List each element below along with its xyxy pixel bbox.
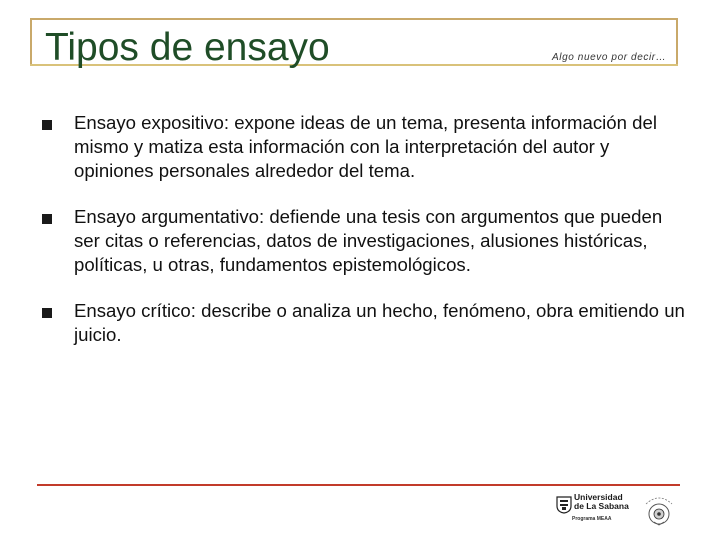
- bullet-item: [40, 111, 690, 183]
- square-bullet-icon: [42, 120, 52, 130]
- bullet-text: Ensayo crítico: describe o analiza un hecho, fenómeno, obra emitiendo un juicio.: [74, 300, 685, 345]
- square-bullet-icon: [42, 308, 52, 318]
- seal-emblem-icon: [640, 492, 678, 528]
- slide-subtitle: Algo nuevo por decir…: [552, 52, 667, 63]
- university-emblem-icon: [556, 496, 572, 514]
- bullet-item: [40, 299, 690, 347]
- title-frame-left: [30, 18, 32, 66]
- title-frame-right: [676, 18, 678, 66]
- square-bullet-icon: [42, 214, 52, 224]
- bullet-list: [40, 111, 690, 369]
- slide-title: Tipos de ensayo: [45, 26, 330, 69]
- footer-rule: [37, 484, 680, 486]
- university-logo: [556, 492, 638, 524]
- university-name: Universidad de La Sabana: [574, 492, 629, 511]
- title-frame-top: [30, 18, 678, 20]
- bullet-text: Ensayo expositivo: expone ideas de un tema, presenta información del mismo y matiza esta información con la interpretación del autor y opiniones personales alrededor del tema.: [74, 112, 657, 181]
- bullet-item: [40, 205, 690, 277]
- program-label: Programa MEAA: [572, 516, 612, 522]
- bullet-text: Ensayo argumentativo: defiende una tesis con argumentos que pueden ser citas o referencias, datos de investigaciones, alusiones históricas, políticas, u otras, fundamentos epistemológicos.: [74, 206, 663, 275]
